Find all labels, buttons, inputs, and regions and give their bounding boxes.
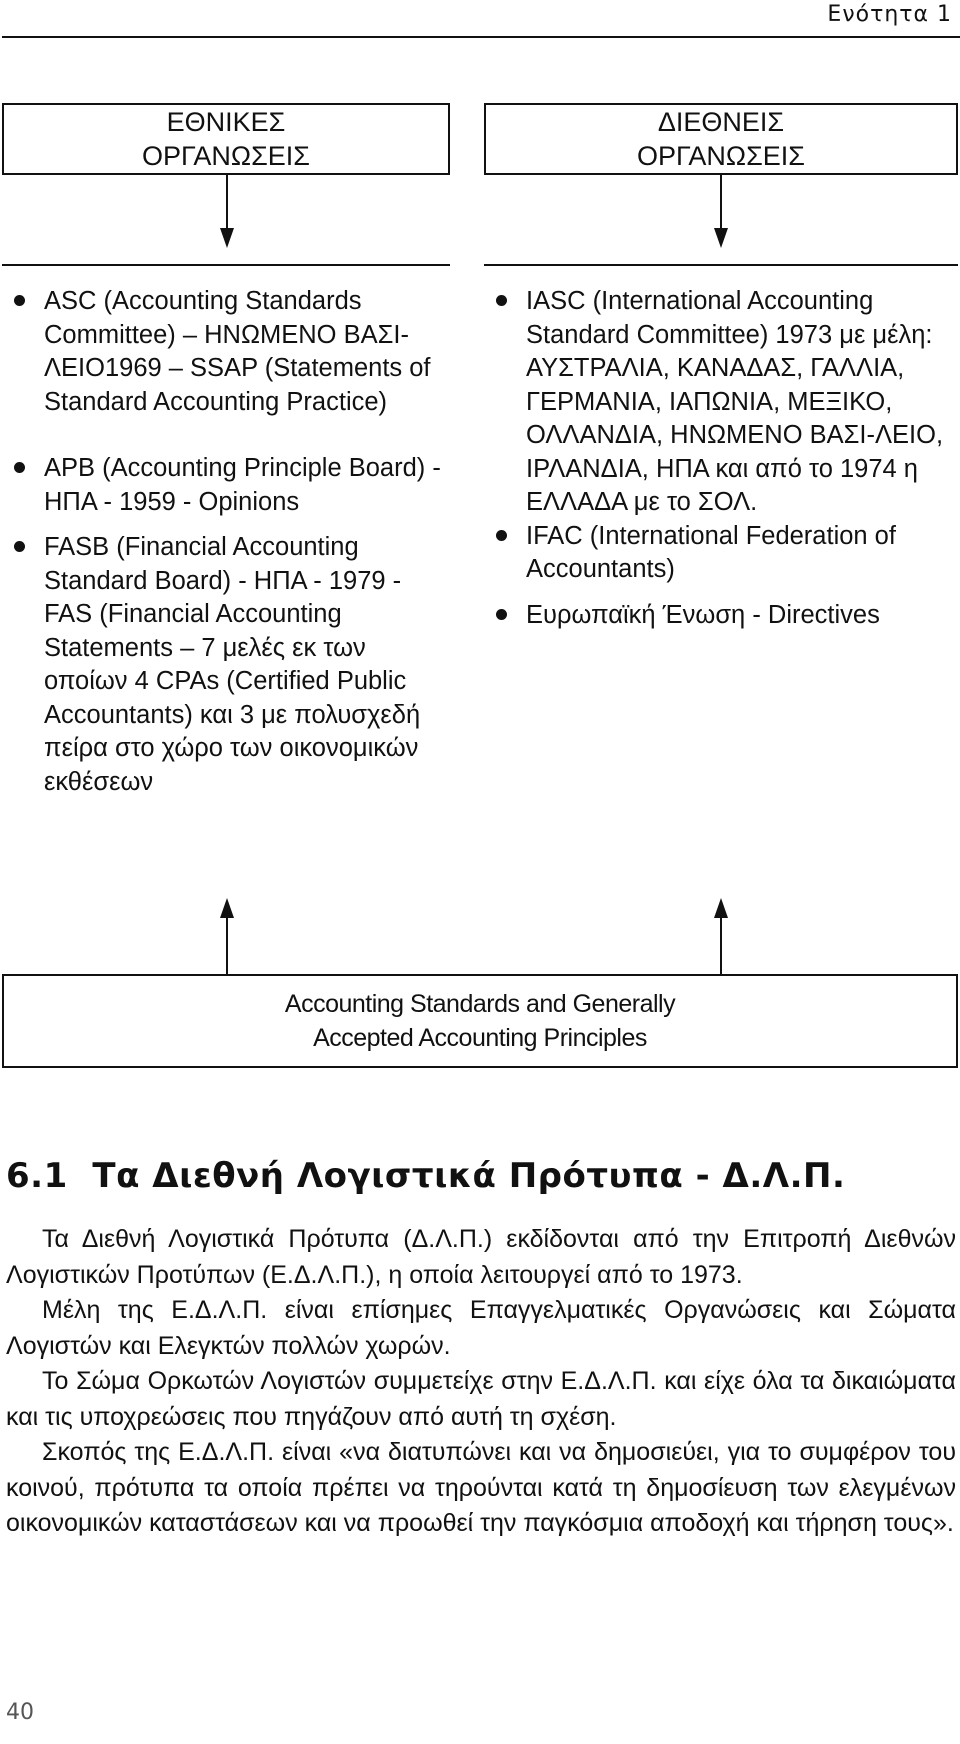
section-title: 6.1 Τα Διεθνή Λογιστικά Πρότυπα - Δ.Λ.Π. bbox=[6, 1156, 846, 1196]
paragraph: Μέλη της Ε.Δ.Λ.Π. είναι επίσημες Επαγγελματικές Οργανώσεις και Σώματα Λογιστών και Ελεγκτών πολλών χωρών. bbox=[6, 1296, 956, 1360]
international-organizations-box bbox=[484, 103, 958, 175]
header-divider bbox=[2, 36, 960, 38]
international-organizations-list bbox=[484, 285, 958, 632]
bottom-box-line1: Accounting Standards and Generally bbox=[284, 990, 676, 1018]
list-item: FASB (Financial Accounting Standard Board) - ΗΠΑ - 1979 - FAS (Financial Accounting Statements – 7 μελές εκ των οποίων 4 CPAs (Certified Public Accountants) και 3 με πολυσχεδή πείρα στο χώρο των οικονομικών εκθέσεων bbox=[2, 531, 450, 799]
paragraph: Τα Διεθνή Λογιστικά Πρότυπα (Δ.Λ.Π.) εκδίδονται από την Επιτροπή Διεθνών Λογιστικών Προτύπων (Ε.Δ.Λ.Π.), η οποία λειτουργεί από το 1973. bbox=[6, 1225, 956, 1289]
paragraph: Το Σώμα Ορκωτών Λογιστών συμμετείχε στην Ε.Δ.Λ.Π. και είχε όλα τα δικαιώματα και τις υποχρεώσεις που πηγάζουν από αυτή τη σχέση. bbox=[6, 1367, 956, 1431]
bullet-icon bbox=[14, 541, 25, 552]
page-number: 40 bbox=[6, 1700, 34, 1725]
international-bottom-connector-line bbox=[720, 916, 722, 974]
list-item: Ευρωπαϊκή Ένωση - Directives bbox=[484, 599, 958, 633]
list-item: IFAC (International Federation of Accountants) bbox=[484, 520, 958, 587]
national-organizations-list bbox=[2, 285, 450, 799]
national-box-line2: ΟΡΓΑΝΩΣΕΙΣ bbox=[142, 141, 310, 171]
international-arrow-down-icon bbox=[714, 228, 728, 248]
bullet-icon bbox=[496, 530, 507, 541]
national-connector-line bbox=[226, 175, 228, 229]
section-label: Ενότητα 1 bbox=[827, 2, 952, 27]
accounting-standards-box bbox=[2, 974, 958, 1068]
bullet-icon bbox=[14, 295, 25, 306]
list-item: APB (Accounting Principle Board) - ΗΠΑ - 1959 - Opinions bbox=[2, 452, 450, 519]
bullet-icon bbox=[14, 462, 25, 473]
section-body bbox=[6, 1222, 956, 1542]
international-column-rule bbox=[484, 264, 958, 266]
national-arrow-down-icon bbox=[220, 228, 234, 248]
bullet-icon bbox=[496, 609, 507, 620]
national-bottom-connector-line bbox=[226, 916, 228, 974]
national-organizations-box bbox=[2, 103, 450, 175]
national-column-rule bbox=[2, 264, 450, 266]
paragraph: Σκοπός της Ε.Δ.Λ.Π. είναι «να διατυπώνει και να δημοσιεύει, για το συμφέρον του κοινού, πρότυπα τα οποία πρέπει να τηρούνται κατά τη δημοσίευση των ελεγμένων οικονομικών καταστάσεων και να προωθεί την παγκόσμια αποδοχή και τήρηση τους». bbox=[6, 1438, 956, 1537]
international-connector-line bbox=[720, 175, 722, 229]
list-item: ASC (Accounting Standards Committee) – ΗΝΩΜΕΝΟ ΒΑΣΙ-ΛΕΙΟ1969 – SSAP (Statements of Standard Accounting Practice) bbox=[2, 285, 450, 419]
national-box-line1: ΕΘΝΙΚΕΣ bbox=[166, 107, 286, 137]
national-arrow-up-icon bbox=[220, 898, 234, 918]
bottom-box-line2: Accepted Accounting Principles bbox=[313, 1024, 647, 1052]
international-arrow-up-icon bbox=[714, 898, 728, 918]
bullet-icon bbox=[496, 295, 507, 306]
international-box-line2: ΟΡΓΑΝΩΣΕΙΣ bbox=[637, 141, 805, 171]
list-item: IASC (International Accounting Standard Committee) 1973 με μέλη: ΑΥΣΤΡΑΛΙΑ, ΚΑΝΑΔΑΣ, ΓΑΛΛΙΑ, ΓΕΡΜΑΝΙΑ, ΙΑΠΩΝΙΑ, ΜΕΞΙΚΟ, ΟΛΛΑΝΔΙΑ, ΗΝΩΜΕΝΟ ΒΑΣΙ-ΛΕΙΟ, ΙΡΛΑΝΔΙΑ, ΗΠΑ και από το 1974 η ΕΛΛΑΔΑ με το ΣΟΛ. bbox=[484, 285, 958, 520]
international-box-line1: ΔΙΕΘΝΕΙΣ bbox=[657, 107, 785, 137]
